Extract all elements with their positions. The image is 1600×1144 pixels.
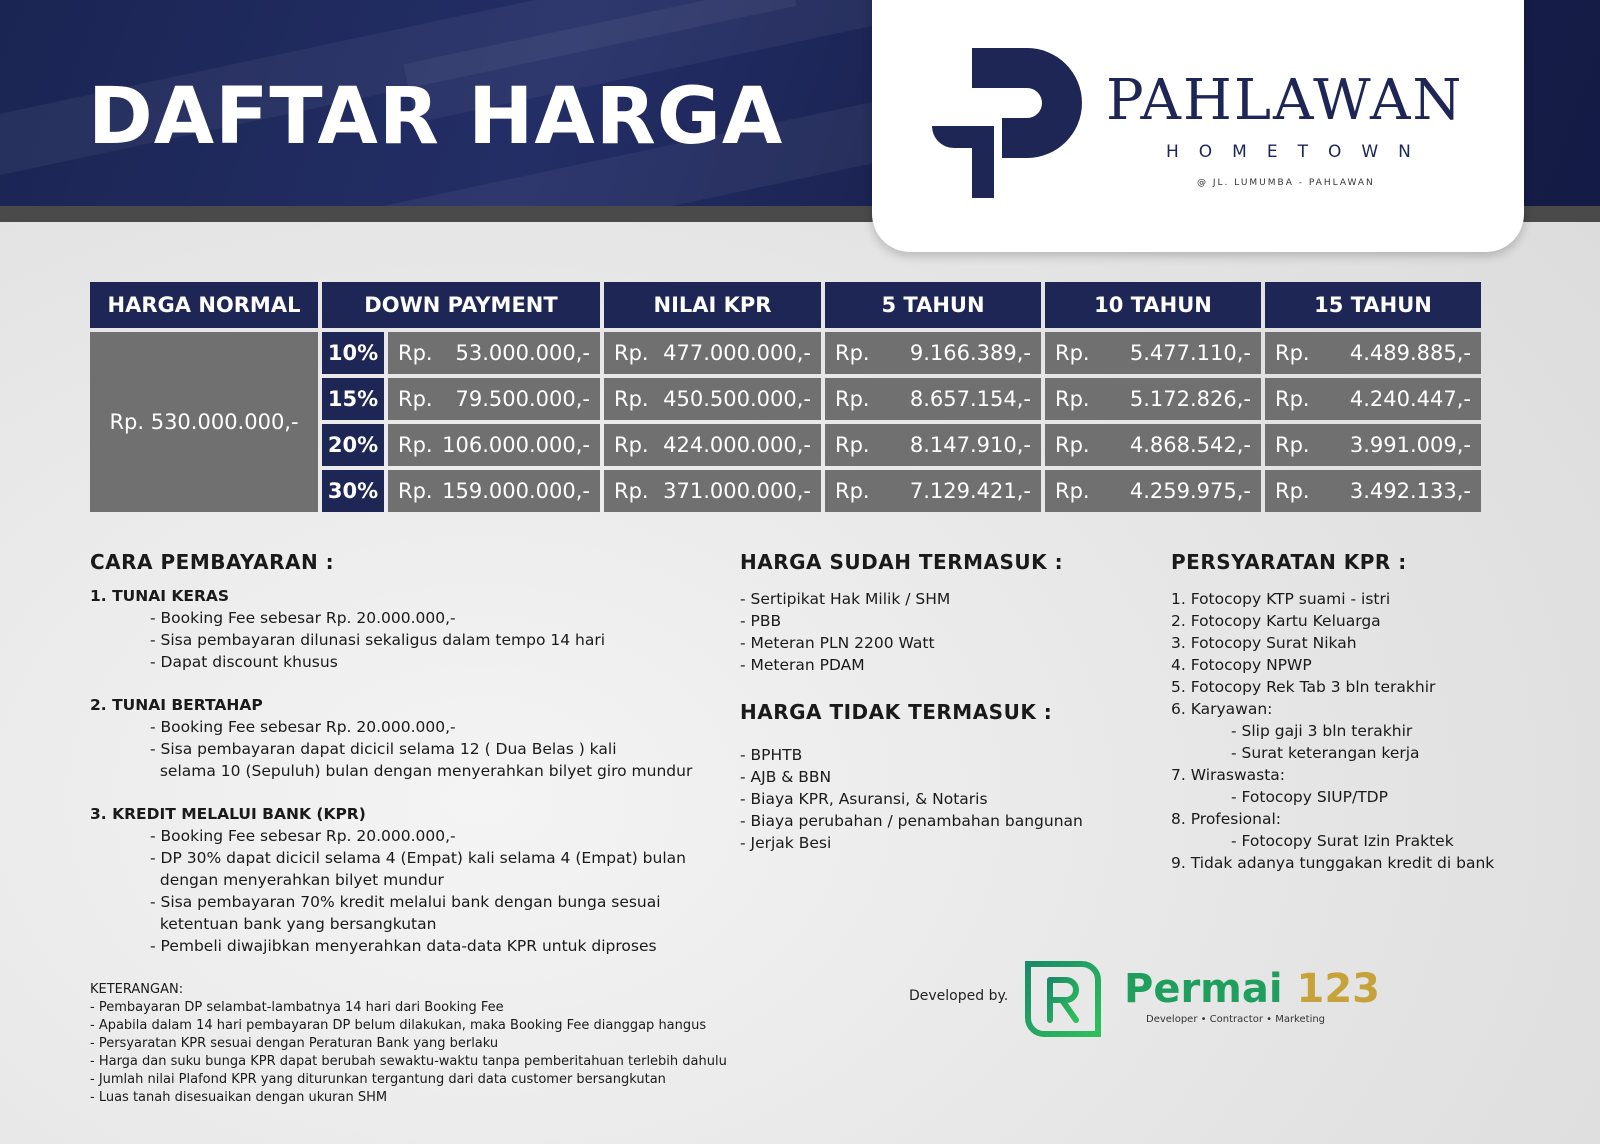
dp-value xyxy=(388,378,600,420)
persyaratan-item: 1. Fotocopy KTP suami - istri xyxy=(1171,590,1391,608)
currency-label: Rp. xyxy=(1055,433,1090,457)
pembayaran-item: ketentuan bank yang bersangkutan xyxy=(150,915,437,933)
developer-tagline: Developer • Contractor • Marketing xyxy=(1146,1014,1326,1025)
currency-label: Rp. xyxy=(1275,479,1310,503)
currency-label: Rp. xyxy=(614,387,649,411)
currency-label: Rp. xyxy=(1275,341,1310,365)
brand-card xyxy=(872,0,1524,252)
persyaratan-item: 7. Wiraswasta: xyxy=(1171,766,1286,784)
termasuk-item: - Meteran PDAM xyxy=(740,656,865,674)
amount-value: 371.000.000,- xyxy=(663,479,811,503)
section-title-tidak-termasuk: HARGA TIDAK TERMASUK : xyxy=(740,700,1053,724)
dp-percent: 10% xyxy=(322,332,384,374)
dp-percent: 30% xyxy=(322,470,384,512)
currency-label: Rp. xyxy=(398,387,433,411)
currency-label: Rp. xyxy=(398,341,433,365)
pembayaran-item: - Sisa pembayaran 70% kredit melalui bank dengan bunga sesuai xyxy=(150,893,661,911)
installment-5y xyxy=(825,332,1041,374)
pahlawan-logo-icon xyxy=(932,48,1082,198)
persyaratan-item: 4. Fotocopy NPWP xyxy=(1171,656,1312,674)
pembayaran-item: - Booking Fee sebesar Rp. 20.000.000,- xyxy=(150,827,456,845)
permai-logo-icon xyxy=(1022,958,1104,1040)
amount-value: 9.166.389,- xyxy=(909,341,1031,365)
section-title-pembayaran: CARA PEMBAYARAN : xyxy=(90,550,335,574)
installment-5y xyxy=(825,470,1041,512)
currency-label: Rp. xyxy=(1055,341,1090,365)
keterangan-item: - Apabila dalam 14 hari pembayaran DP belum dilakukan, maka Booking Fee dianggap hangus xyxy=(90,1018,707,1033)
tidak-termasuk-item: - AJB & BBN xyxy=(740,768,832,786)
installment-10y xyxy=(1045,332,1261,374)
developer-name-text: Permai xyxy=(1124,966,1283,1012)
header-10-tahun: 10 TAHUN xyxy=(1045,282,1261,328)
amount-value: 53.000.000,- xyxy=(455,341,590,365)
developer-name-number: 123 xyxy=(1296,966,1380,1012)
currency-label: Rp. xyxy=(835,479,870,503)
persyaratan-item: 6. Karyawan: xyxy=(1171,700,1273,718)
installment-15y xyxy=(1265,332,1481,374)
pembayaran-item: - Sisa pembayaran dilunasi sekaligus dalam tempo 14 hari xyxy=(150,631,606,649)
installment-5y xyxy=(825,378,1041,420)
keterangan-item: - Luas tanah disesuaikan dengan ukuran SHM xyxy=(90,1090,388,1105)
keterangan-title: KETERANGAN: xyxy=(90,982,184,997)
dp-value xyxy=(388,470,600,512)
currency-label: Rp. xyxy=(835,433,870,457)
amount-value: 5.172.826,- xyxy=(1129,387,1251,411)
persyaratan-item: 3. Fotocopy Surat Nikah xyxy=(1171,634,1357,652)
pembayaran-item: - DP 30% dapat dicicil selama 4 (Empat) kali selama 4 (Empat) bulan xyxy=(150,849,686,867)
termasuk-item: - PBB xyxy=(740,612,782,630)
amount-value: 4.240.447,- xyxy=(1349,387,1471,411)
header-5-tahun: 5 TAHUN xyxy=(825,282,1041,328)
keterangan-item: - Harga dan suku bunga KPR dapat berubah sewaktu-waktu tanpa pemberitahuan terlebih dahulu xyxy=(90,1054,727,1069)
amount-value: 159.000.000,- xyxy=(442,479,590,503)
amount-value: 7.129.421,- xyxy=(909,479,1031,503)
currency-label: Rp. xyxy=(835,387,870,411)
pembayaran-subtitle-3: 3. KREDIT MELALUI BANK (KPR) xyxy=(90,805,366,823)
header-15-tahun: 15 TAHUN xyxy=(1265,282,1481,328)
amount-value: 8.657.154,- xyxy=(909,387,1031,411)
header-down-payment: DOWN PAYMENT xyxy=(322,282,600,328)
amount-value: 79.500.000,- xyxy=(455,387,590,411)
installment-10y xyxy=(1045,378,1261,420)
currency-label: Rp. xyxy=(614,341,649,365)
amount-value: 4.489.885,- xyxy=(1349,341,1471,365)
header-harga-normal: HARGA NORMAL xyxy=(90,282,318,328)
installment-10y xyxy=(1045,424,1261,466)
installment-15y xyxy=(1265,378,1481,420)
developer-name xyxy=(1124,966,1380,1012)
termasuk-item: - Meteran PLN 2200 Watt xyxy=(740,634,935,652)
persyaratan-item: 9. Tidak adanya tunggakan kredit di bank xyxy=(1171,854,1495,872)
developed-by-label: Developed by. xyxy=(909,988,1009,1004)
installment-10y xyxy=(1045,470,1261,512)
amount-value: 3.991.009,- xyxy=(1349,433,1471,457)
currency-label: Rp. xyxy=(1275,387,1310,411)
amount-value: 450.500.000,- xyxy=(663,387,811,411)
kpr-value xyxy=(604,332,821,374)
dp-value xyxy=(388,424,600,466)
dp-percent: 20% xyxy=(322,424,384,466)
brand-subtitle: HOMETOWN xyxy=(1166,142,1431,162)
tidak-termasuk-item: - Jerjak Besi xyxy=(740,834,832,852)
amount-value: 424.000.000,- xyxy=(663,433,811,457)
amount-value: 4.868.542,- xyxy=(1129,433,1251,457)
pembayaran-item: - Booking Fee sebesar Rp. 20.000.000,- xyxy=(150,718,456,736)
keterangan-item: - Persyaratan KPR sesuai dengan Peraturan Bank yang berlaku xyxy=(90,1036,499,1051)
installment-15y xyxy=(1265,470,1481,512)
persyaratan-item: 2. Fotocopy Kartu Keluarga xyxy=(1171,612,1381,630)
amount-value: 106.000.000,- xyxy=(442,433,590,457)
tidak-termasuk-item: - Biaya perubahan / penambahan bangunan xyxy=(740,812,1083,830)
pembayaran-item: - Dapat discount khusus xyxy=(150,653,338,671)
header-nilai-kpr: NILAI KPR xyxy=(604,282,821,328)
page-title: DAFTAR HARGA xyxy=(88,72,784,162)
amount-value: 8.147.910,- xyxy=(909,433,1031,457)
dp-value xyxy=(388,332,600,374)
brand-name: PAHLAWAN xyxy=(1106,68,1464,133)
persyaratan-item: 5. Fotocopy Rek Tab 3 bln terakhir xyxy=(1171,678,1436,696)
kpr-value xyxy=(604,378,821,420)
currency-label: Rp. xyxy=(398,433,433,457)
amount-value: 477.000.000,- xyxy=(663,341,811,365)
amount-value: 4.259.975,- xyxy=(1129,479,1251,503)
persyaratan-item: - Fotocopy SIUP/TDP xyxy=(1231,788,1388,806)
pembayaran-item: dengan menyerahkan bilyet mundur xyxy=(150,871,444,889)
dp-percent: 15% xyxy=(322,378,384,420)
persyaratan-item: - Slip gaji 3 bln terakhir xyxy=(1231,722,1413,740)
tidak-termasuk-item: - Biaya KPR, Asuransi, & Notaris xyxy=(740,790,988,808)
pembayaran-subtitle-2: 2. TUNAI BERTAHAP xyxy=(90,696,263,714)
pembayaran-item: selama 10 (Sepuluh) bulan dengan menyerahkan bilyet giro mundur xyxy=(150,762,693,780)
termasuk-item: - Sertipikat Hak Milik / SHM xyxy=(740,590,951,608)
keterangan-item: - Pembayaran DP selambat-lambatnya 14 hari dari Booking Fee xyxy=(90,1000,504,1015)
persyaratan-item: - Surat keterangan kerja xyxy=(1231,744,1420,762)
amount-value: 5.477.110,- xyxy=(1129,341,1251,365)
pembayaran-subtitle-1: 1. TUNAI KERAS xyxy=(90,587,230,605)
currency-label: Rp. xyxy=(398,479,433,503)
currency-label: Rp. xyxy=(835,341,870,365)
persyaratan-item: - Fotocopy Surat Izin Praktek xyxy=(1231,832,1454,850)
installment-15y xyxy=(1265,424,1481,466)
keterangan-item: - Jumlah nilai Plafond KPR yang diturunkan tergantung dari data customer bersangkutan xyxy=(90,1072,666,1087)
harga-normal-value: Rp. 530.000.000,- xyxy=(90,332,318,512)
persyaratan-item: 8. Profesional: xyxy=(1171,810,1282,828)
tidak-termasuk-item: - BPHTB xyxy=(740,746,803,764)
pembayaran-item: - Pembeli diwajibkan menyerahkan data-data KPR untuk diproses xyxy=(150,937,657,955)
pembayaran-item: - Booking Fee sebesar Rp. 20.000.000,- xyxy=(150,609,456,627)
currency-label: Rp. xyxy=(1055,479,1090,503)
installment-5y xyxy=(825,424,1041,466)
pembayaran-item: - Sisa pembayaran dapat dicicil selama 12 ( Dua Belas ) kali xyxy=(150,740,617,758)
kpr-value xyxy=(604,470,821,512)
currency-label: Rp. xyxy=(1275,433,1310,457)
section-title-persyaratan: PERSYARATAN KPR : xyxy=(1171,550,1407,574)
amount-value: 3.492.133,- xyxy=(1349,479,1471,503)
currency-label: Rp. xyxy=(614,433,649,457)
currency-label: Rp. xyxy=(614,479,649,503)
section-title-termasuk: HARGA SUDAH TERMASUK : xyxy=(740,550,1064,574)
brand-location: @ JL. LUMUMBA - PAHLAWAN xyxy=(1197,178,1375,188)
currency-label: Rp. xyxy=(1055,387,1090,411)
kpr-value xyxy=(604,424,821,466)
